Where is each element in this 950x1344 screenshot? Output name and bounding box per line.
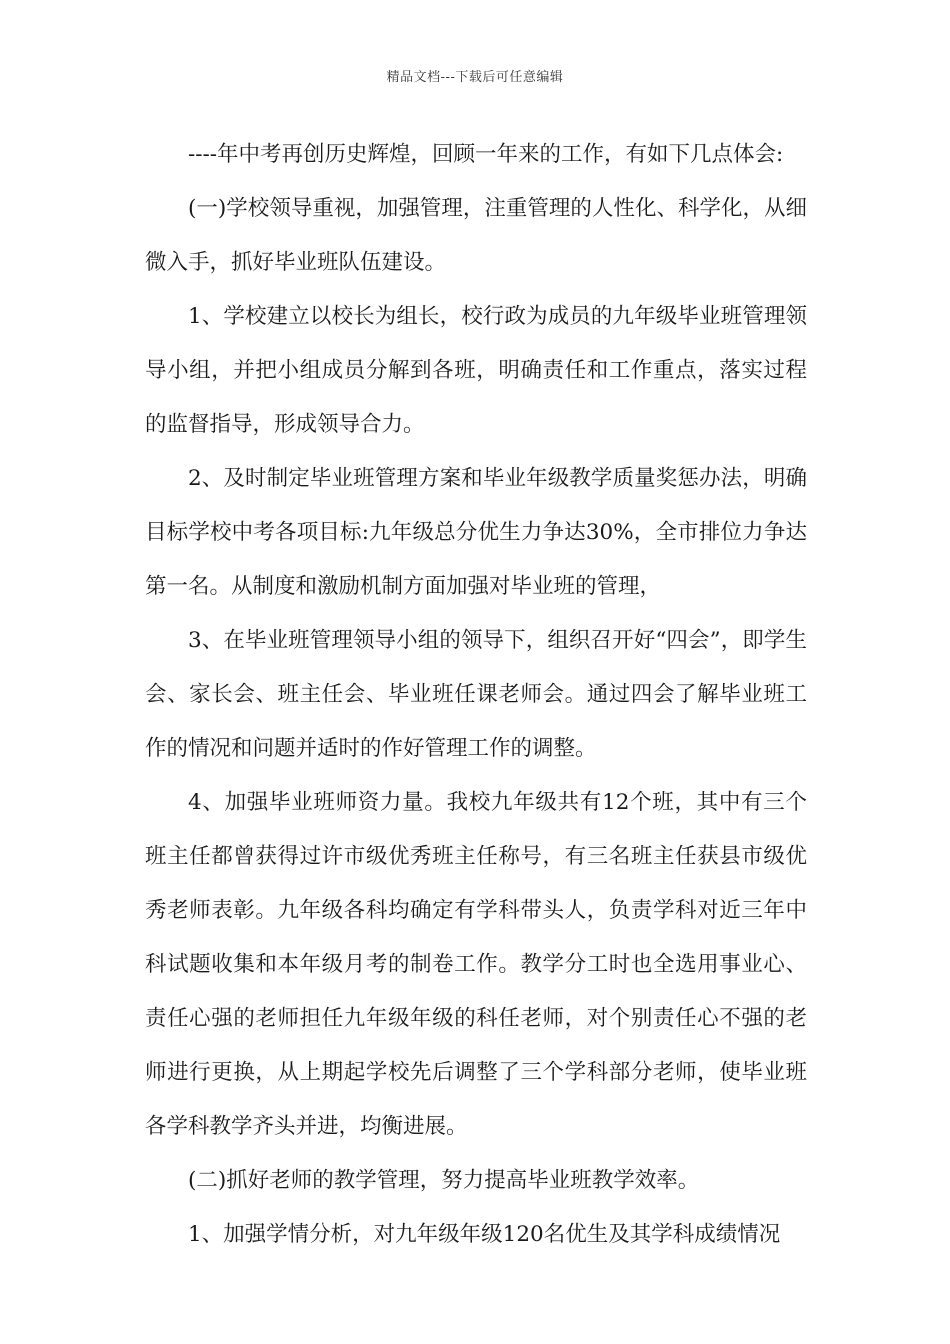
paragraph-section-2-item-1: 1、加强学情分析，对九年级年级120名优生及其学科成绩情况 (188, 1222, 781, 1247)
paragraph-item-3: 3、在毕业班管理领导小组的领导下，组织召开好“四会”，即学生会、家长会、班主任会、毕业班任课老师会。通过四会了解毕业班工作的情况和问题并适时的作好管理工作的调整。 (145, 628, 807, 761)
paragraph-item-2: 2、及时制定毕业班管理方案和毕业年级教学质量奖惩办法，明确目标学校中考各项目标:九年级总分优生力争达30%，全市排位力争达第一名。从制度和激励机制方面加强对毕业班的管理， (145, 466, 807, 599)
document-body (145, 128, 807, 1262)
paragraph-section-2-heading: (二)抓好老师的教学管理，努力提高毕业班教学效率。 (188, 1168, 700, 1193)
paragraph-item-4: 4、加强毕业班师资力量。我校九年级共有12个班，其中有三个班主任都曾获得过许市级优秀班主任称号，有三名班主任获县市级优秀老师表彰。九年级各科均确定有学科带头人，负责学科对近三年中科试题收集和本年级月考的制卷工作。教学分工时也全选用事业心、责任心强的老师担任九年级年级的科任老师，对个别责任心不强的老师进行更换，从上期起学校先后调整了三个学科部分老师，使毕业班各学科教学齐头并进，均衡进展。 (145, 790, 807, 1139)
paragraph-section-1-heading: (一)学校领导重视，加强管理，注重管理的人性化、科学化，从细微入手，抓好毕业班队伍建设。 (145, 196, 807, 275)
paragraph-intro: ----年中考再创历史辉煌，回顾一年来的工作，有如下几点体会: (188, 142, 784, 167)
paragraph-item-1: 1、学校建立以校长为组长，校行政为成员的九年级毕业班管理领导小组，并把小组成员分解到各班，明确责任和工作重点，落实过程的监督指导，形成领导合力。 (145, 304, 807, 437)
page-header: 精品文档---下载后可任意编辑 (386, 70, 564, 85)
